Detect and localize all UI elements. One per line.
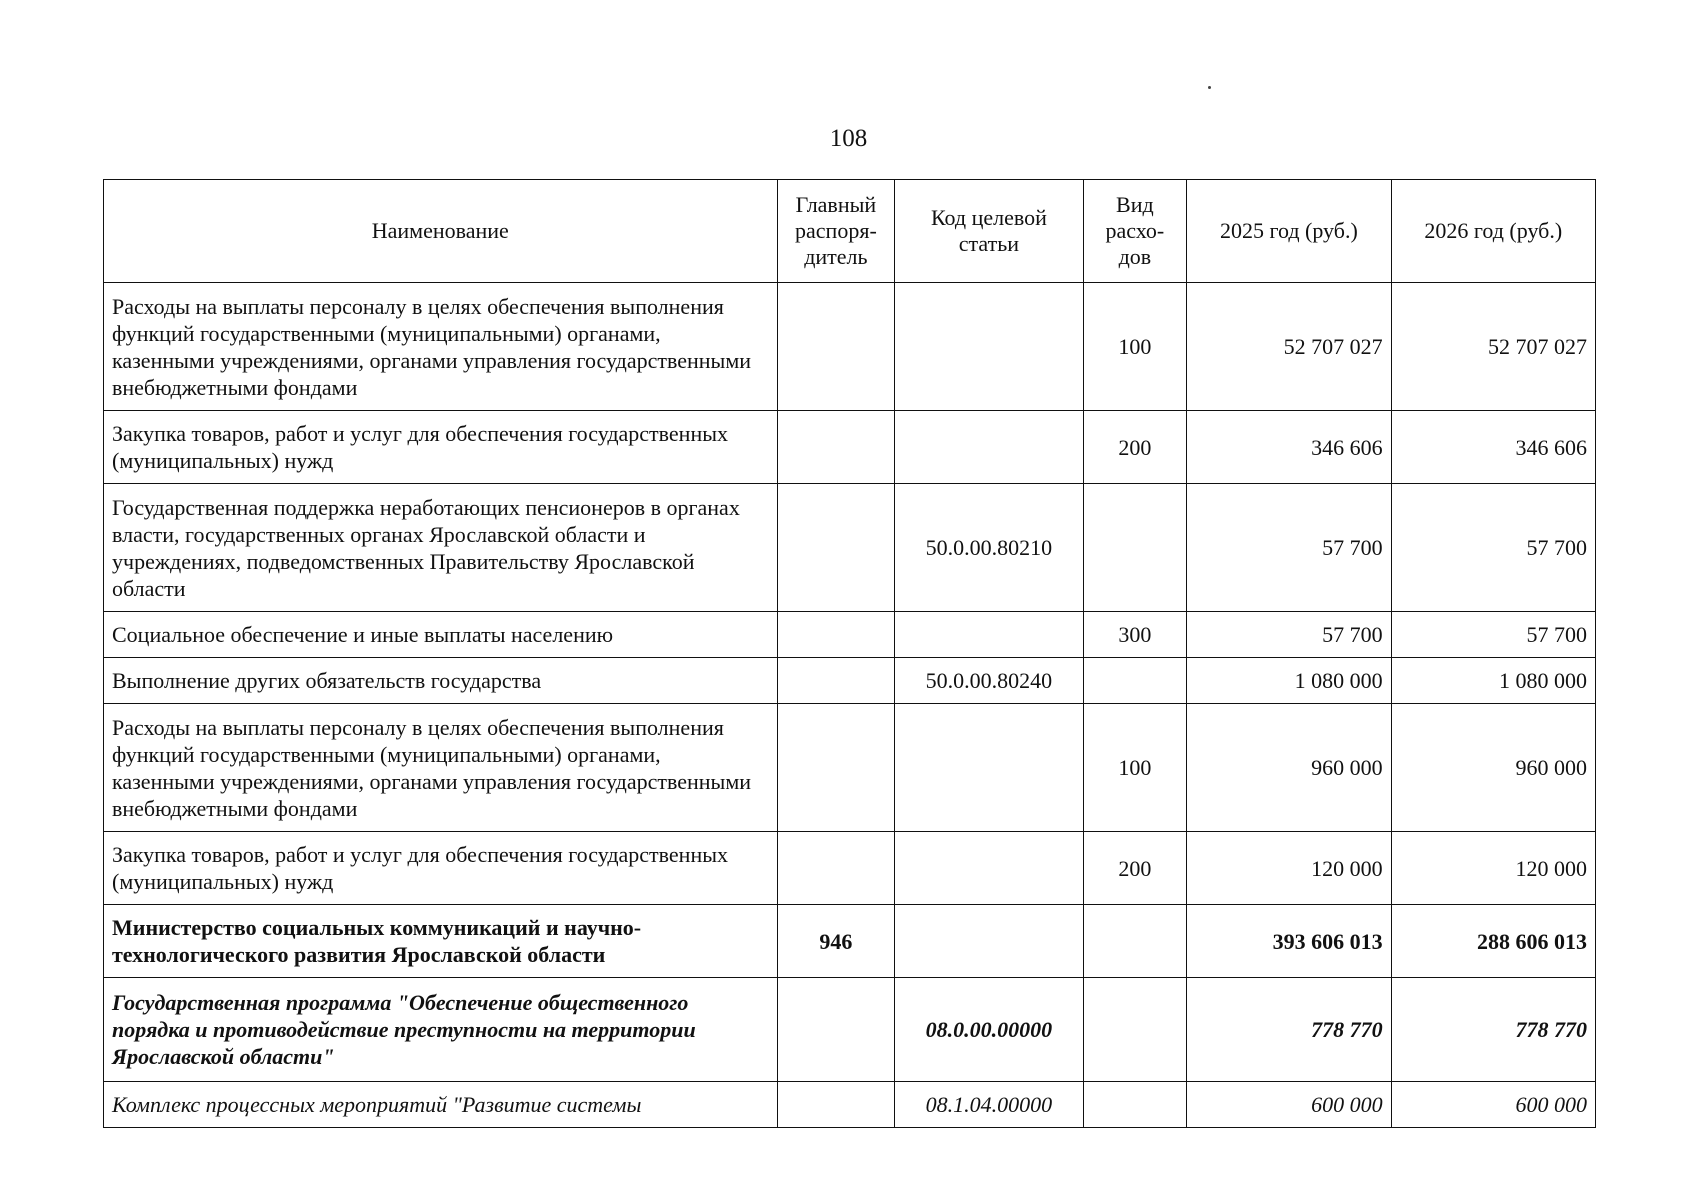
table-row: [104, 978, 1596, 1082]
table-row: [104, 704, 1596, 832]
cell-manager: [777, 704, 895, 832]
cell-2026: 120 000: [1391, 832, 1595, 905]
cell-type: [1083, 1082, 1187, 1128]
cell-code: [895, 411, 1083, 484]
table-row: [104, 612, 1596, 658]
cell-manager: [777, 411, 895, 484]
cell-name: Расходы на выплаты персоналу в целях обеспечения выполнения функций государственными (муниципальными) органами, казенными учреждениями, органами управления государственными внебюджетными фондами: [104, 704, 778, 832]
cell-code: 08.1.04.00000: [895, 1082, 1083, 1128]
cell-manager: [777, 978, 895, 1082]
cell-code: [895, 905, 1083, 978]
cell-name: Закупка товаров, работ и услуг для обеспечения государственных (муниципальных) нужд: [104, 411, 778, 484]
header-code: Код целевой статьи: [895, 180, 1083, 283]
cell-2025: 346 606: [1187, 411, 1391, 484]
cell-2026: 288 606 013: [1391, 905, 1595, 978]
cell-2025: 120 000: [1187, 832, 1391, 905]
cell-manager: [777, 484, 895, 612]
budget-table: [103, 179, 1596, 1128]
cell-type: 100: [1083, 704, 1187, 832]
cell-2025: 600 000: [1187, 1082, 1391, 1128]
cell-type: 300: [1083, 612, 1187, 658]
header-manager: Главный распоря-дитель: [777, 180, 895, 283]
cell-name: Комплекс процессных мероприятий "Развитие системы: [104, 1082, 778, 1128]
header-type: Вид расхо-дов: [1083, 180, 1187, 283]
cell-2025: 393 606 013: [1187, 905, 1391, 978]
cell-type: [1083, 484, 1187, 612]
table-header-row: [104, 180, 1596, 283]
cell-name: Государственная поддержка неработающих пенсионеров в органах власти, государственных органах Ярославской области и учреждениях, подведомственных Правительству Ярославской области: [104, 484, 778, 612]
cell-type: 200: [1083, 832, 1187, 905]
table-row: [104, 658, 1596, 704]
header-2025: 2025 год (руб.): [1187, 180, 1391, 283]
cell-2026: 57 700: [1391, 484, 1595, 612]
cell-2026: 960 000: [1391, 704, 1595, 832]
cell-2025: 57 700: [1187, 484, 1391, 612]
cell-2025: 1 080 000: [1187, 658, 1391, 704]
cell-name: Закупка товаров, работ и услуг для обеспечения государственных (муниципальных) нужд: [104, 832, 778, 905]
cell-manager: [777, 658, 895, 704]
cell-manager: [777, 832, 895, 905]
header-2026: 2026 год (руб.): [1391, 180, 1595, 283]
cell-name: Государственная программа "Обеспечение общественного порядка и противодействие преступности на территории Ярославской области": [104, 978, 778, 1082]
cell-type: 100: [1083, 283, 1187, 411]
cell-2025: 778 770: [1187, 978, 1391, 1082]
cell-2026: 1 080 000: [1391, 658, 1595, 704]
header-name: Наименование: [104, 180, 778, 283]
cell-2025: 960 000: [1187, 704, 1391, 832]
table-row: [104, 484, 1596, 612]
table-row: [104, 905, 1596, 978]
table-row: [104, 283, 1596, 411]
cell-name: Выполнение других обязательств государства: [104, 658, 778, 704]
cell-manager: [777, 1082, 895, 1128]
cell-name: Социальное обеспечение и иные выплаты населению: [104, 612, 778, 658]
cell-code: [895, 704, 1083, 832]
cell-code: 50.0.00.80210: [895, 484, 1083, 612]
cell-type: [1083, 658, 1187, 704]
scan-artifact-dot: [1208, 86, 1211, 89]
cell-2026: 52 707 027: [1391, 283, 1595, 411]
table-row: [104, 411, 1596, 484]
cell-code: [895, 832, 1083, 905]
cell-manager: 946: [777, 905, 895, 978]
cell-code: [895, 612, 1083, 658]
cell-type: 200: [1083, 411, 1187, 484]
table-row: [104, 832, 1596, 905]
cell-2026: 57 700: [1391, 612, 1595, 658]
cell-manager: [777, 612, 895, 658]
cell-code: 50.0.00.80240: [895, 658, 1083, 704]
cell-2026: 346 606: [1391, 411, 1595, 484]
cell-2025: 57 700: [1187, 612, 1391, 658]
table-row: [104, 1082, 1596, 1128]
cell-name: Расходы на выплаты персоналу в целях обеспечения выполнения функций государственными (муниципальными) органами, казенными учреждениями, органами управления государственными внебюджетными фондами: [104, 283, 778, 411]
cell-2026: 600 000: [1391, 1082, 1595, 1128]
cell-type: [1083, 978, 1187, 1082]
cell-type: [1083, 905, 1187, 978]
cell-2025: 52 707 027: [1187, 283, 1391, 411]
cell-code: 08.0.00.00000: [895, 978, 1083, 1082]
cell-manager: [777, 283, 895, 411]
cell-2026: 778 770: [1391, 978, 1595, 1082]
cell-name: Министерство социальных коммуникаций и научно-технологического развития Ярославской области: [104, 905, 778, 978]
page-number: 108: [829, 125, 868, 152]
cell-code: [895, 283, 1083, 411]
